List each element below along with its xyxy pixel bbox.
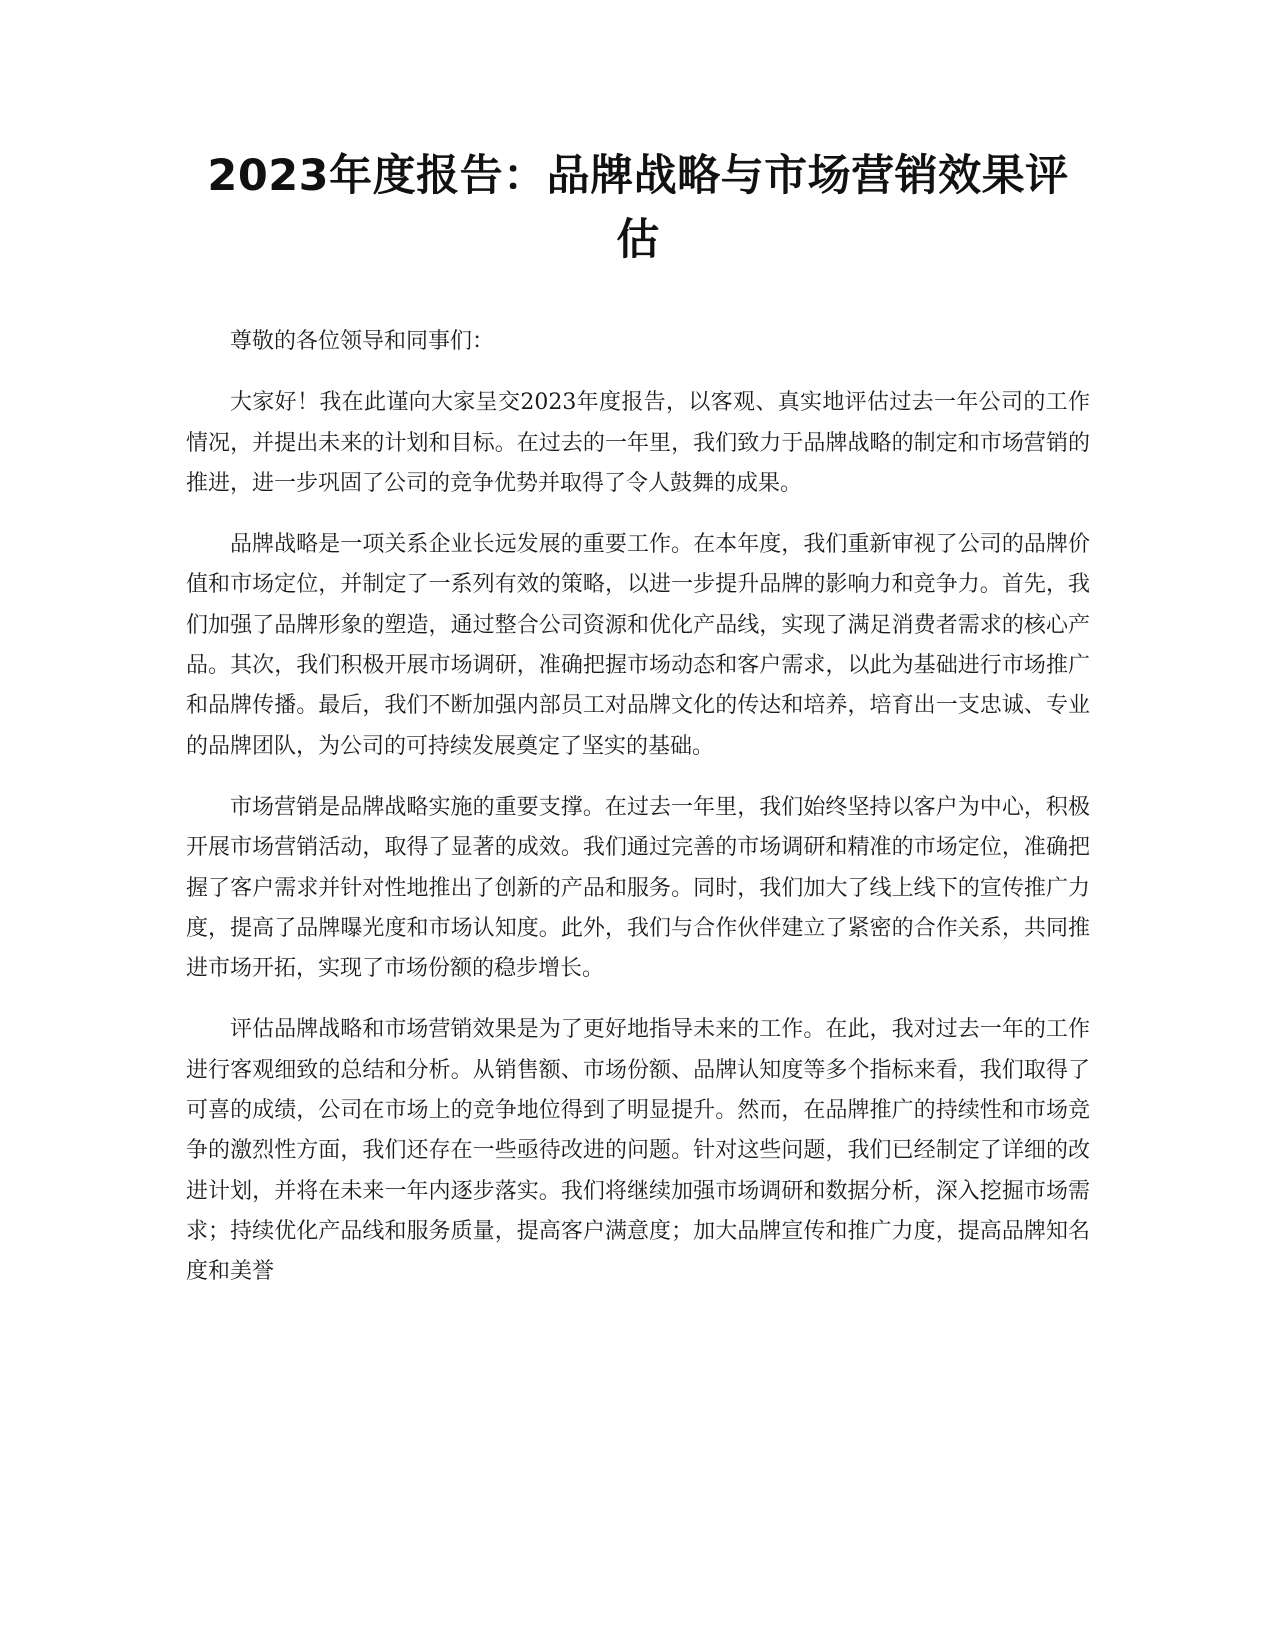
paragraph-marketing: 市场营销是品牌战略实施的重要支撑。在过去一年里，我们始终坚持以客户为中心，积极开展市场营销活动，取得了显著的成效。我们通过完善的市场调研和精准的市场定位，准确把握了客户需求并针对性地推出了创新的产品和服务。同时，我们加大了线上线下的宣传推广力度，提高了品牌曝光度和市场认知度。此外，我们与合作伙伴建立了紧密的合作关系，共同推进市场开拓，实现了市场份额的稳步增长。 bbox=[186, 794, 1090, 982]
salutation: 尊敬的各位领导和同事们： bbox=[230, 329, 495, 354]
document-title: 2023年度报告：品牌战略与市场营销效果评估 bbox=[207, 151, 1069, 265]
document-body bbox=[186, 322, 1090, 1314]
paragraph-intro: 大家好！我在此谨向大家呈交2023年度报告，以客观、真实地评估过去一年公司的工作情况，并提出未来的计划和目标。在过去的一年里，我们致力于品牌战略的制定和市场营销的推进，进一步巩固了公司的竞争优势并取得了令人鼓舞的成果。 bbox=[186, 390, 1090, 496]
paragraph-evaluation: 评估品牌战略和市场营销效果是为了更好地指导未来的工作。在此，我对过去一年的工作进行客观细致的总结和分析。从销售额、市场份额、品牌认知度等多个指标来看，我们取得了可喜的成绩，公司在市场上的竞争地位得到了明显提升。然而，在品牌推广的持续性和市场竞争的激烈性方面，我们还存在一些亟待改进的问题。针对这些问题，我们已经制定了详细的改进计划，并将在未来一年内逐步落实。我们将继续加强市场调研和数据分析，深入挖掘市场需求；持续优化产品线和服务质量，提高客户满意度；加大品牌宣传和推广力度，提高品牌知名度和美誉 bbox=[186, 1017, 1090, 1285]
paragraph-brand-strategy: 品牌战略是一项关系企业长远发展的重要工作。在本年度，我们重新审视了公司的品牌价值和市场定位，并制定了一系列有效的策略，以进一步提升品牌的影响力和竞争力。首先，我们加强了品牌形象的塑造，通过整合公司资源和优化产品线，实现了满足消费者需求的核心产品。其次，我们积极开展市场调研，准确把握市场动态和客户需求，以此为基础进行市场推广和品牌传播。最后，我们不断加强内部员工对品牌文化的传达和培养，培育出一支忠诚、专业的品牌团队，为公司的可持续发展奠定了坚实的基础。 bbox=[186, 532, 1090, 759]
